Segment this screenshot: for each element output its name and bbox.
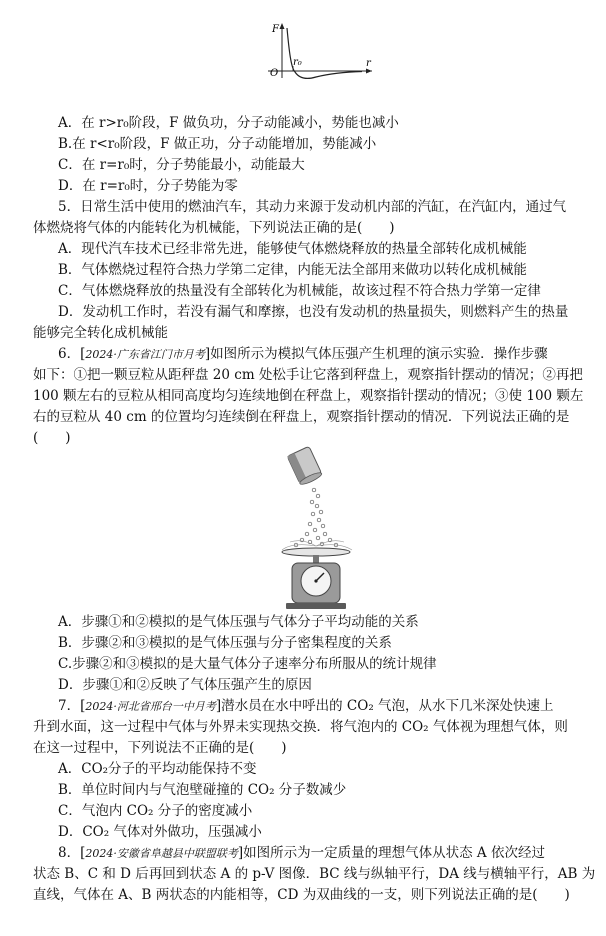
q7-stem: 升到水面，这一过程中气体与外界未实现热交换．将气泡内的 CO₂ 气体视为理想气体，则 (33, 719, 568, 735)
q5-stem: 5．日常生活中使用的燃油汽车，其动力来源于发动机内部的汽缸，在汽缸内，通过气 (58, 199, 567, 215)
scale-body (286, 563, 346, 609)
axis-f-label: F (272, 24, 279, 35)
q4-option-c[interactable]: C．在 r=r₀时，分子势能最小，动能最大 (58, 157, 305, 173)
q8-prefix: 8．[ (58, 845, 86, 861)
q7-source: 2024·河北省邢台一中月考 (85, 700, 216, 713)
bean-scale-illustration (262, 446, 370, 616)
q6-prefix: 6．[ (58, 346, 86, 362)
q8-stem-head: ]如图所示为一定质量的理想气体从状态 A 依次经过 (237, 845, 545, 861)
q6-source: 2024·广东省江门市月考 (85, 348, 205, 361)
falling-beans (294, 488, 338, 547)
q7-option-c[interactable]: C．气泡内 CO₂ 分子的密度减小 (58, 803, 253, 819)
r0-label: r₀ (293, 57, 302, 68)
q6-first-line (58, 344, 548, 365)
q7-option-a[interactable]: A．CO₂分子的平均动能保持不变 (58, 761, 257, 777)
q5-option-a[interactable]: A．现代汽车技术已经非常先进，能够使气体燃烧释放的热量全部转化成机械能 (58, 241, 527, 257)
q5-option-b[interactable]: B．气体燃烧过程符合热力学第二定律，内能无法全部用来做功以转化成机械能 (58, 262, 527, 278)
q5-option-d-cont: 能够完全转化成机械能 (33, 325, 168, 341)
q6-option-b[interactable]: B．步骤②和③模拟的是气体压强与分子密集程度的关系 (58, 635, 392, 651)
q6-option-d[interactable]: D．步骤①和②反映了气体压强产生的原因 (58, 677, 312, 693)
q5-option-d[interactable]: D．发动机工作时，若没有漏气和摩擦，也没有发动机的热量损失，则燃料产生的热量 (58, 304, 569, 320)
q7-first-line (58, 696, 554, 717)
q6-stem: 右的豆粒从 40 cm 的位置均匀连续倒在秤盘上，观察指针摆动的情况．下列说法正确的是 (33, 409, 570, 425)
cup-icon (287, 446, 323, 486)
q6-option-c[interactable]: C.步骤②和③模拟的是大量气体分子速率分布所服从的统计规律 (58, 656, 437, 672)
q4-option-d[interactable]: D．在 r=r₀时，分子势能为零 (58, 178, 238, 194)
q7-option-b[interactable]: B．单位时间内与气泡壁碰撞的 CO₂ 分子数减少 (58, 782, 347, 798)
force-distance-graph (262, 20, 377, 82)
q5-option-c[interactable]: C．气体燃烧释放的热量没有全部转化为机械能，故该过程不符合热力学第一定律 (58, 283, 541, 299)
q5-stem: 体燃烧将气体的内能转化为机械能，下列说法正确的是( ) (33, 220, 395, 236)
q7-stem-head: ]潜水员在水中呼出的 CO₂ 气泡，从水下几米深处快速上 (215, 698, 554, 714)
q7-prefix: 7．[ (58, 698, 86, 714)
q4-option-a[interactable]: A．在 r>r₀阶段，F 做负功，分子动能减小，势能也减小 (58, 115, 399, 131)
q6-option-a[interactable]: A．步骤①和②模拟的是气体压强与气体分子平均动能的关系 (58, 614, 419, 630)
q8-stem: 直线，气体在 A、B 两状态的内能相等，CD 为双曲线的一支，则下列说法正确的是( ) (33, 887, 570, 903)
q7-option-d[interactable]: D．CO₂ 气体对外做功，压强减小 (58, 824, 262, 840)
q6-stem-head: ]如图所示为模拟气体压强产生机理的演示实验．操作步骤 (204, 346, 548, 362)
q6-stem: 如下：①把一颗豆粒从距秤盘 20 cm 处松手让它落到秤盘上，观察指针摆动的情况；②再把 (33, 367, 583, 383)
origin-label: O (270, 68, 279, 79)
q7-stem: 在这一过程中，下列说法不正确的是( ) (33, 740, 287, 756)
q8-stem: 状态 B、C 和 D 后再回到状态 A 的 p-V 图像．BC 线与纵轴平行，DA 线与横轴平行，AB 为 (33, 866, 596, 882)
scale-pan (282, 548, 350, 556)
q6-stem: 100 颗左右的豆粒从相同高度均匀连续地倒在秤盘上，观察指针摆动的情况；③使 100 颗左 (33, 388, 584, 404)
q6-stem: ( ) (33, 430, 71, 446)
q8-source: 2024·安徽省阜越县中联盟联考 (85, 847, 238, 860)
q8-first-line (58, 843, 545, 864)
axis-r-label: r (366, 58, 371, 69)
q4-option-b[interactable]: B.在 r<r₀阶段，F 做正功，分子动能增加，势能减小 (58, 136, 377, 152)
